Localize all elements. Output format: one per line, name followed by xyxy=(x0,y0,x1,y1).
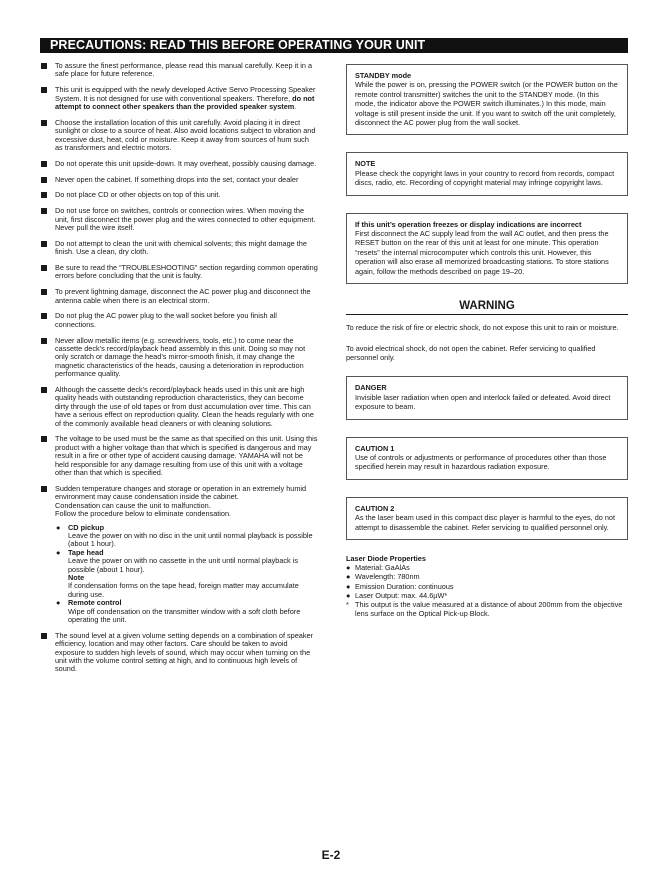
sub-item-title: Remote control xyxy=(68,598,122,608)
danger-box xyxy=(346,376,628,419)
round-bullet-icon: ● xyxy=(346,590,351,600)
list-item xyxy=(40,312,318,329)
list-item xyxy=(40,86,318,111)
box-text: As the laser beam used in this compact disc player is harmful to the eyes, do not attempt to disassemble the cabinet. Refer servicing to qualified personnel only. xyxy=(355,513,615,532)
laser-item-text: Laser Output: max. 44.6µW* xyxy=(355,590,448,600)
square-bullet-icon xyxy=(41,387,47,393)
box-text: First disconnect the AC supply lead from the wall AC outlet, and then press the RESET button on the rear of this unit at least for one minute. This operation “resets” the internal microcomputer which controls this unit. However, this operation will also erase all memorized broadcasting stations. To store stations again, follow the methods described on page 19–20. xyxy=(355,229,609,276)
round-bullet-icon: ● xyxy=(56,522,61,532)
round-bullet-icon: ● xyxy=(346,581,351,591)
item-text: Although the cassette deck’s record/playback heads used in this unit are high quality heads with outstanding reproduction characteristics, they can become dirty through the use of old tapes or from dust accumulation over time. This can have a serious effect on reproduction quality. Clean the heads regularly with one of the commonly available head cleaners or with cleaning solutions. xyxy=(55,385,314,428)
square-bullet-icon xyxy=(41,208,47,214)
list-item xyxy=(40,119,318,153)
list-item xyxy=(40,386,318,428)
square-bullet-icon xyxy=(41,87,47,93)
list-item xyxy=(40,264,318,281)
note-text: If condensation forms on the tape head, foreign matter may accumulate during use. xyxy=(68,581,299,599)
right-column xyxy=(346,64,628,618)
item-text: Do not use force on switches, controls or connection wires. When moving the unit, first disconnect the power plug and the wires connected to other equipment. Never pull the wire itself. xyxy=(55,206,316,233)
sub-item xyxy=(55,549,318,599)
item-text: . xyxy=(294,102,297,112)
round-bullet-icon: ● xyxy=(346,563,351,573)
warning-heading: WARNING xyxy=(346,300,628,315)
item-text: Be sure to read the “TROUBLESHOOTING” section regarding common operating errors before concluding that the unit is faulty. xyxy=(55,263,318,281)
box-title: STANDBY mode xyxy=(355,71,412,80)
item-text: Do not plug the AC power plug to the wall socket before you finish all connections. xyxy=(55,311,277,329)
sub-item-text: Leave the power on with no disc in the unit until normal playback is possible (about 1 hour). xyxy=(68,530,313,549)
precautions-list xyxy=(40,62,318,681)
page-title: PRECAUTIONS: READ THIS BEFORE OPERATING YOUR UNIT xyxy=(40,38,628,53)
box-text: While the power is on, pressing the POWER switch (or the POWER button on the remote control transmitter) switches the unit to the STANDBY mode. (In this mode, the indicator above the POWER switch illuminates.) In this mode, main voltage is still present inside the unit. If you want to switch off the unit completely, disconnect the AC power plug from the wall socket. xyxy=(355,80,618,128)
square-bullet-icon xyxy=(41,338,47,344)
item-text: Condensation can cause the unit to malfunction. xyxy=(55,500,211,510)
square-bullet-icon xyxy=(41,241,47,247)
item-text: Sudden temperature changes and storage or operation in an extremely humid environment may cause condensation inside the cabinet. xyxy=(55,483,307,502)
item-text: The voltage to be used must be the same as that specified on this unit. Using this product with a higher voltage than that which is specified is dangerous and may result in a fire or other type of accident causing damage. YAMAHA will not be held responsible for any damage resulting from use of this unit with a voltage other than that which is specified. xyxy=(55,434,318,478)
laser-item-text: Material: GaAlAs xyxy=(355,563,410,573)
laser-properties xyxy=(346,554,628,618)
square-bullet-icon xyxy=(41,161,47,167)
laser-item xyxy=(346,582,628,591)
list-item xyxy=(40,62,318,79)
box-title: If this unit’s operation freezes or display indications are incorrect xyxy=(355,219,582,229)
sub-item-text: Wipe off condensation on the transmitter window with a soft cloth before operating the unit. xyxy=(68,606,301,624)
list-item xyxy=(40,435,318,477)
note-title: Note xyxy=(68,572,85,582)
list-item xyxy=(40,632,318,674)
box-title: CAUTION 1 xyxy=(355,443,395,453)
sub-item xyxy=(55,599,318,624)
standby-box xyxy=(346,64,628,135)
square-bullet-icon xyxy=(41,289,47,295)
box-title: DANGER xyxy=(355,383,387,393)
item-text: Never allow metallic items (e.g. screwdrivers, tools, etc.) to come near the cassette deck’s record/playback head assembly in this unit. Doing so may not only scratch or damage the head’s mirror-smooth finish, it may change the magnetic characteristics of the heads, causing a deterioration in reproduction performance quality. xyxy=(55,335,306,379)
warning-paragraph: To avoid electrical shock, do not open the cabinet. Refer servicing to qualified personnel only. xyxy=(346,343,596,362)
laser-item-text: Wavelength: 780nm xyxy=(355,572,420,582)
item-text: The sound level at a given volume setting depends on a combination of speaker efficiency, location and may other factors. Care should be taken to avoid exposure to sudden high levels of sound, which may occur when turning on the unit with the volume control setting at high, and to continuous high levels of sound. xyxy=(55,630,313,674)
square-bullet-icon xyxy=(41,63,47,69)
box-text: Invisible laser radiation when open and interlock failed or defeated. Avoid direct exposure to beam. xyxy=(355,392,611,412)
square-bullet-icon xyxy=(41,265,47,271)
note-box xyxy=(346,152,628,195)
footnote-mark: * xyxy=(346,599,349,609)
square-bullet-icon xyxy=(41,486,47,492)
freeze-box xyxy=(346,213,628,284)
sub-item-text: Leave the power on with no cassette in the unit until normal playback is possible (about 1 hour). xyxy=(68,556,298,574)
laser-item-text: Emission Duration: continuous xyxy=(355,581,454,591)
box-text: Use of controls or adjustments or performance of procedures other than those specified herein may result in hazardous radiation exposure. xyxy=(355,452,607,472)
item-text: Do not operate this unit upside-down. It may overheat, possibly causing damage. xyxy=(55,158,317,168)
item-text: To assure the finest performance, please read this manual carefully. Keep it in a safe place for future reference. xyxy=(55,61,313,79)
square-bullet-icon xyxy=(41,177,47,183)
box-title: CAUTION 2 xyxy=(355,503,395,513)
square-bullet-icon xyxy=(41,192,47,198)
item-text: Do not attempt to clean the unit with chemical solvents; this might damage the finish. Use a clean, dry cloth. xyxy=(55,238,307,257)
square-bullet-icon xyxy=(41,313,47,319)
laser-item xyxy=(346,563,628,572)
list-item xyxy=(40,207,318,232)
sub-item-title: Tape head xyxy=(68,547,104,557)
caution2-box xyxy=(346,497,628,540)
box-text: Please check the copyright laws in your country to record from records, compact discs, radio, etc. Recording of copyright material may infringe copyright laws. xyxy=(355,168,615,188)
footnote-text: This output is the value measured at a distance of about 200mm from the objective lens surface on the Optical Pick-up Block. xyxy=(355,599,623,619)
round-bullet-icon: ● xyxy=(56,598,61,608)
list-item xyxy=(40,191,318,199)
condensation-steps xyxy=(55,524,318,625)
square-bullet-icon xyxy=(41,120,47,126)
list-item xyxy=(40,160,318,168)
square-bullet-icon xyxy=(41,436,47,442)
item-text: To prevent lightning damage, disconnect the AC power plug and disconnect the antenna cable when there is an electrical storm. xyxy=(55,287,311,305)
square-bullet-icon xyxy=(41,633,47,639)
item-text: Do not place CD or other objects on top of this unit. xyxy=(55,190,221,200)
item-text: Follow the procedure below to eliminate condensation. xyxy=(55,509,232,519)
list-item-condensation xyxy=(40,485,318,625)
item-text: This unit is equipped with the newly developed Active Servo Processing Speaker System. It is not designed for use with conventional speakers. Therefore, xyxy=(55,85,316,103)
list-item xyxy=(40,240,318,257)
caution1-box xyxy=(346,437,628,480)
laser-item xyxy=(346,572,628,581)
list-item xyxy=(40,176,318,184)
laser-title: Laser Diode Properties xyxy=(346,553,426,563)
list-item xyxy=(40,288,318,305)
item-text: Choose the installation location of this unit carefully. Avoid placing it in direct sunlight or close to a source of heat. Also avoid locations subject to vibration and excessive dust, heat, cold or moisture. Keep it away from sources of hum such as transformers and electric motors. xyxy=(55,117,316,153)
laser-footnote xyxy=(346,600,628,618)
laser-item xyxy=(346,591,628,600)
page-number: E-2 xyxy=(321,848,341,862)
list-item xyxy=(40,337,318,379)
item-text: Never open the cabinet. If something drops into the set, contact your dealer xyxy=(55,174,299,184)
warning-paragraph: To reduce the risk of fire or electric shock, do not expose this unit to rain or moisture. xyxy=(346,323,619,333)
box-title: NOTE xyxy=(355,159,376,169)
round-bullet-icon: ● xyxy=(56,547,61,557)
sub-item xyxy=(55,524,318,549)
round-bullet-icon: ● xyxy=(346,572,351,582)
item-bold-text: do not attempt to connect other speakers than the provided speaker system xyxy=(55,93,315,112)
sub-item-title: CD pickup xyxy=(68,522,105,532)
